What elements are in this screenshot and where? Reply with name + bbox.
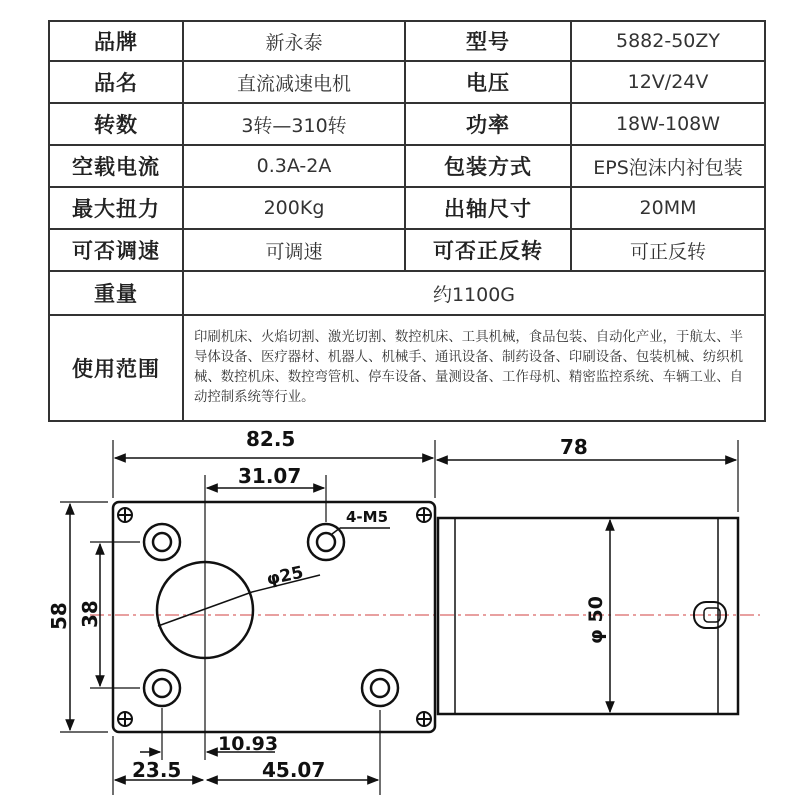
noload-current-value: 0.3A-2A bbox=[183, 145, 405, 187]
usage-value: 印刷机床、火焰切割、激光切割、数控机床、工具机械，食品包装、自动化产业，于航太、半导体设备、医疗器材、机器人、机械手、通讯设备、制药设备、印刷设备、包装机械、纺织机械、数控机床、数控弯管机、停车设备、量测设备、工作母机、精密监控系统、车辆工业、自动控制系统等行业。 bbox=[183, 315, 765, 421]
dim-total-width: 82.5 bbox=[246, 427, 296, 451]
shaft-size-value: 20MM bbox=[571, 187, 765, 229]
dim-hole-spacing-vertical: 38 bbox=[78, 600, 102, 628]
dim-motor-diameter: φ 50 bbox=[585, 596, 607, 644]
power-label: 功率 bbox=[405, 103, 571, 145]
power-value: 18W-108W bbox=[571, 103, 765, 145]
dimension-drawing bbox=[0, 420, 800, 800]
packing-value: EPS泡沫内衬包装 bbox=[571, 145, 765, 187]
shaft-size-label: 出轴尺寸 bbox=[405, 187, 571, 229]
voltage-label: 电压 bbox=[405, 61, 571, 103]
reverse-label: 可否正反转 bbox=[405, 229, 571, 271]
table-row bbox=[49, 229, 765, 271]
dim-left-offset: 23.5 bbox=[132, 758, 182, 782]
table-row bbox=[49, 103, 765, 145]
weight-value: 约1100G bbox=[183, 271, 765, 315]
weight-label: 重量 bbox=[49, 271, 183, 315]
dim-shaft-offset: 10.93 bbox=[218, 733, 279, 755]
table-row bbox=[49, 271, 765, 315]
speed-label: 转数 bbox=[49, 103, 183, 145]
dim-hole-spacing-top: 31.07 bbox=[238, 464, 302, 488]
dim-screw-label: 4-M5 bbox=[346, 508, 389, 526]
speed-adjust-label: 可否调速 bbox=[49, 229, 183, 271]
table-row bbox=[49, 145, 765, 187]
dim-height: 58 bbox=[47, 602, 71, 630]
dim-hole-spacing-bottom: 45.07 bbox=[262, 758, 326, 782]
speed-value: 3转—310转 bbox=[183, 103, 405, 145]
brand-value: 新永泰 bbox=[183, 21, 405, 61]
dim-motor-length: 78 bbox=[560, 435, 588, 459]
table-row bbox=[49, 61, 765, 103]
table-row bbox=[49, 315, 765, 421]
usage-label: 使用范围 bbox=[49, 315, 183, 421]
table-row bbox=[49, 187, 765, 229]
speed-adjust-value: 可调速 bbox=[183, 229, 405, 271]
packing-label: 包装方式 bbox=[405, 145, 571, 187]
model-value: 5882-50ZY bbox=[571, 21, 765, 61]
voltage-value: 12V/24V bbox=[571, 61, 765, 103]
reverse-value: 可正反转 bbox=[571, 229, 765, 271]
noload-current-label: 空载电流 bbox=[49, 145, 183, 187]
name-value: 直流减速电机 bbox=[183, 61, 405, 103]
torque-value: 200Kg bbox=[183, 187, 405, 229]
dim-bore-diameter: φ25 bbox=[264, 562, 306, 590]
torque-label: 最大扭力 bbox=[49, 187, 183, 229]
table-row bbox=[49, 21, 765, 61]
corner-screw-icon bbox=[118, 508, 431, 726]
spec-table bbox=[48, 20, 766, 422]
brand-label: 品牌 bbox=[49, 21, 183, 61]
name-label: 品名 bbox=[49, 61, 183, 103]
model-label: 型号 bbox=[405, 21, 571, 61]
